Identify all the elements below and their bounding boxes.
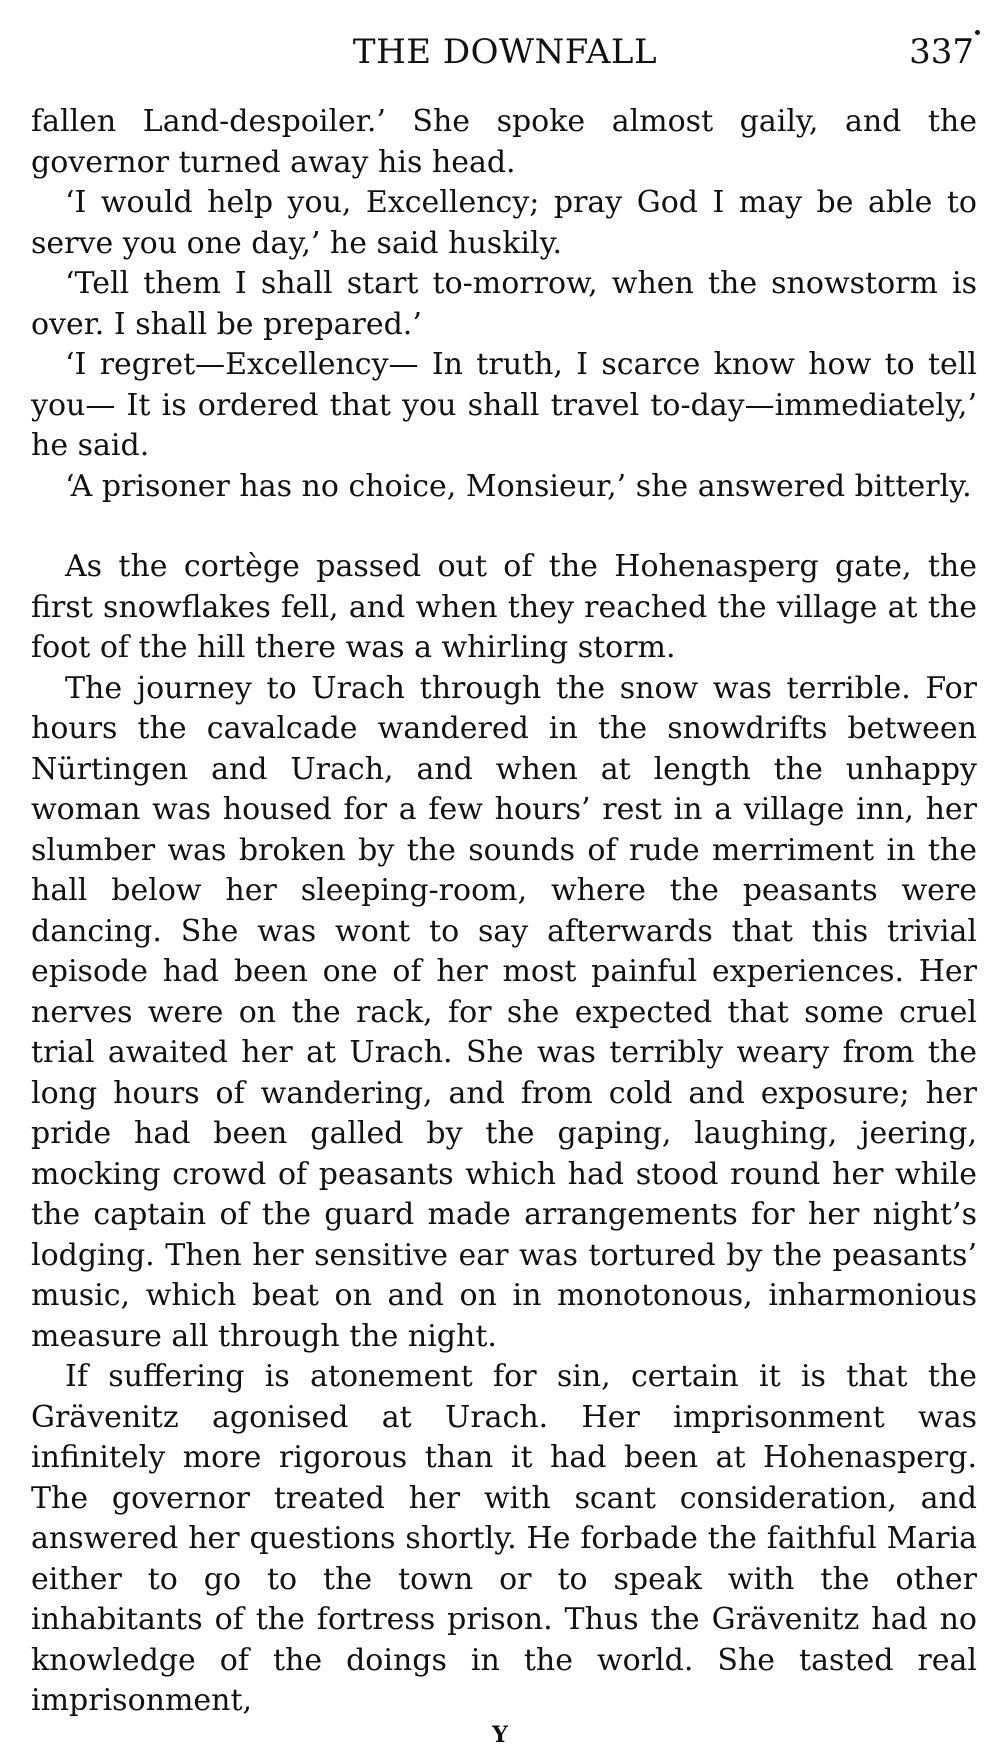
paragraph-dialogue: ‘I regret—Excellency— In truth, I scarce know how to tell you— It is ordered that you shall travel to-day—immediately,’ he said. [31, 347, 977, 463]
paragraph: As the cortège passed out of the Hohenasperg gate, the first snowflakes fell, and when they reached the village at the foot of the hill there was a whirling storm. [31, 549, 977, 665]
body-text [31, 102, 977, 1722]
running-header [30, 32, 980, 82]
section-break [31, 507, 977, 547]
running-title: THE DOWNFALL [352, 32, 658, 72]
paragraph-dialogue: ‘I would help you, Excellency; pray God I may be able to serve you one day,’ he said huskily. [31, 185, 977, 261]
paragraph: If suffering is atonement for sin, certain it is that the Grävenitz agonised at Urach. Her imprisonment was infinitely more rigorous than it had been at Hohenasperg. The governor treated her with scant consideration, and answered her questions shortly. He forbade the faithful Maria either to go to the town or to speak with the other inhabitants of the fortress prison. Thus the Grävenitz had no knowledge of the doings in the world. She tasted real imprisonment, [31, 1359, 977, 1718]
paragraph: The journey to Urach through the snow was terrible. For hours the cavalcade wandered in the snowdrifts between Nürtingen and Urach, and when at length the unhappy woman was housed for a few hours’ rest in a village inn, her slumber was broken by the sounds of rude merriment in the hall below her sleeping-room, where the peasants were dancing. She was wont to say afterwards that this trivial episode had been one of her most painful experiences. Her nerves were on the rack, for she expected that some cruel trial awaited her at Urach. She was terribly weary from the long hours of wandering, and from cold and exposure; her pride had been galled by the gaping, laughing, jeering, mocking crowd of peasants which had stood round her while the captain of the guard made arrangements for her night’s lodging. Then her sensitive ear was tortured by the peasants’ music, which beat on and on in monotonous, inharmonious measure all through the night. [31, 670, 977, 1354]
printer-dot-mark [975, 30, 980, 35]
paragraph-dialogue: ‘Tell them I shall start to-morrow, when the snowstorm is over. I shall be prepared.’ [31, 266, 977, 342]
paragraph-continued: fallen Land-despoiler.’ She spoke almost gaily, and the governor turned away his head. [31, 104, 977, 180]
page-number: 337 [909, 32, 974, 72]
paragraph-dialogue: ‘A prisoner has no choice, Monsieur,’ she answered bitterly. [65, 468, 972, 504]
signature-mark: Y [492, 1722, 508, 1748]
